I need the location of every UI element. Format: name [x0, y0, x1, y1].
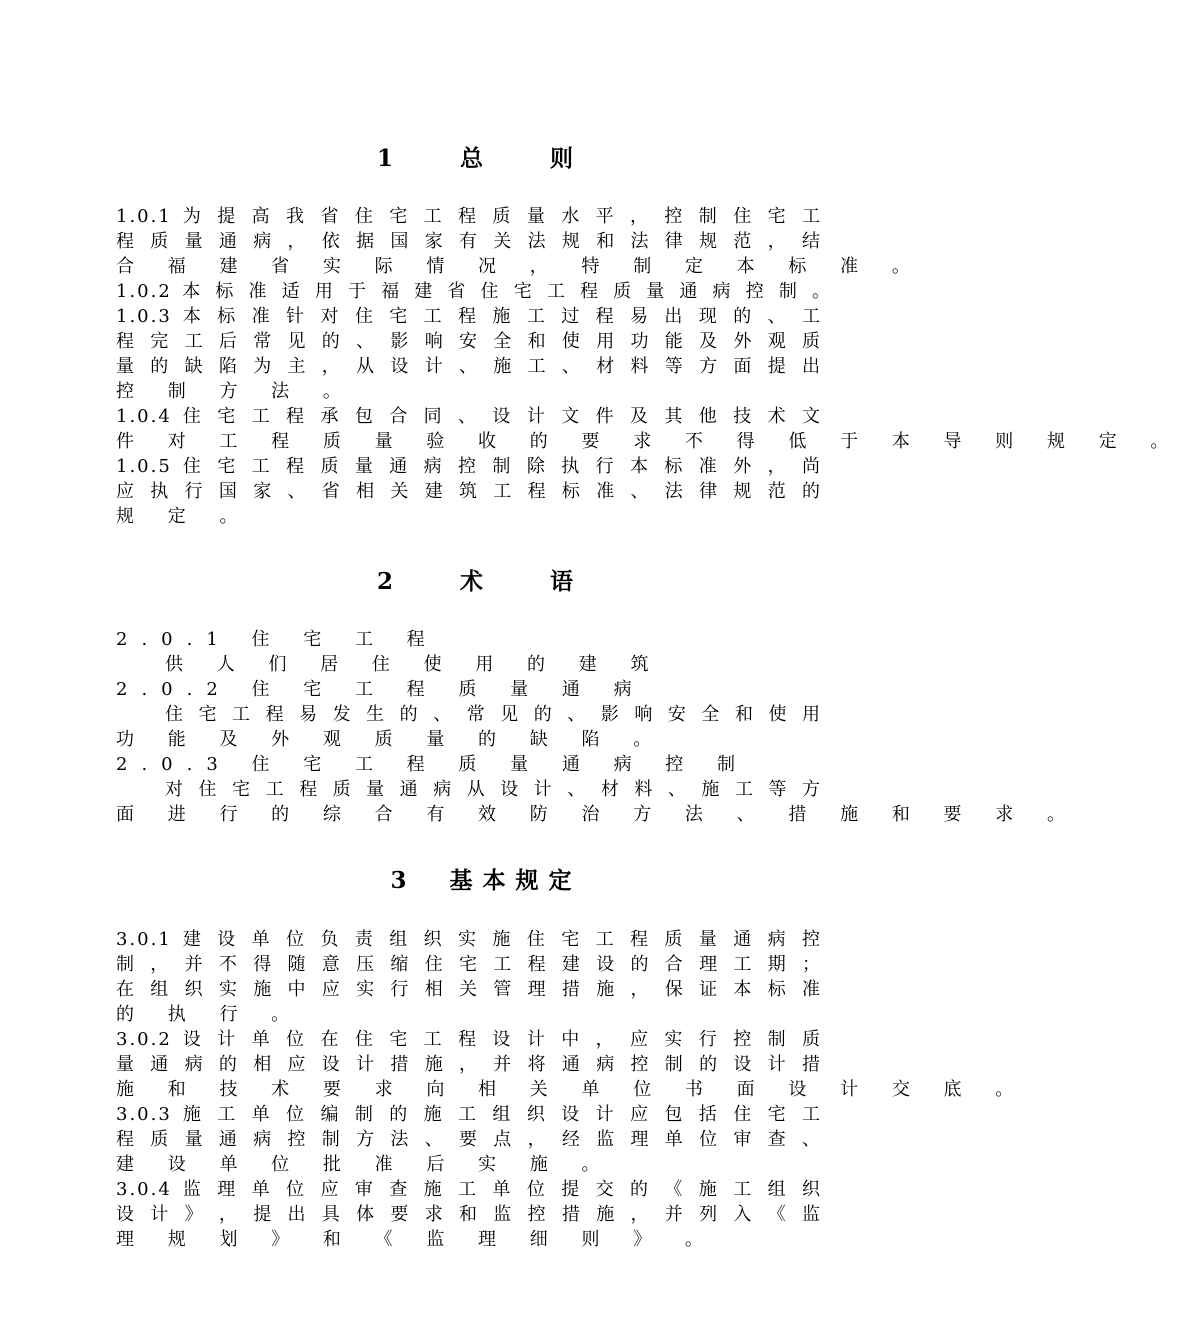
- section-1-line-8: 控 制 方 法 。: [116, 381, 355, 402]
- section-2-line-1: 2.0.1 住 宅 工 程: [116, 629, 439, 650]
- section-2-line-5: 功 能 及 外 观 质 量 的 缺 陷 。: [116, 729, 666, 750]
- section-2-line-8: 面 进 行 的 综 合 有 效 防 治 方 法 、 措 施 和 要 求 。: [116, 804, 1079, 825]
- section-1-line-13: 规 定 。: [116, 506, 252, 527]
- section-1-line-1: 1.0.1 为 提 高 我 省 住 宅 工 程 质 量 水 平 ， 控 制 住 宅 工: [116, 206, 822, 227]
- section-2-line-4: 住 宅 工 程 易 发 生 的 、 常 见 的 、 影 响 安 全 和 使 用: [165, 704, 822, 725]
- section-1-line-2: 程 质 量 通 病 ， 依 据 国 家 有 关 法 规 和 法 律 规 范 ， 结: [116, 231, 822, 252]
- section-3-line-10: 建 设 单 位 批 准 后 实 施 。: [116, 1154, 614, 1175]
- section-3-line-5: 3.0.2 设 计 单 位 在 住 宅 工 程 设 计 中 ， 应 实 行 控 制 质: [116, 1029, 822, 1050]
- section-3-line-2: 制 ， 并 不 得 随 意 压 缩 住 宅 工 程 建 设 的 合 理 工 期 ；: [116, 954, 822, 975]
- section-2-line-6: 2.0.3 住 宅 工 程 质 量 通 病 控 制: [116, 754, 750, 775]
- section-2-line-3: 2.0.2 住 宅 工 程 质 量 通 病: [116, 679, 646, 700]
- section-2-heading: 2 术 语: [376, 568, 595, 595]
- section-1-line-4: 1.0.2 本 标 准 适 用 于 福 建 省 住 宅 工 程 质 量 通 病 控 制 。: [116, 281, 832, 302]
- section-1-line-12: 应 执 行 国 家 、 省 相 关 建 筑 工 程 标 准 、 法 律 规 范 的: [116, 481, 822, 502]
- section-1-line-10: 件 对 工 程 质 量 验 收 的 要 求 不 得 低 于 本 导 则 规 定 。: [116, 431, 1182, 452]
- section-3-line-1: 3.0.1 建 设 单 位 负 责 组 织 实 施 住 宅 工 程 质 量 通 病 控: [116, 929, 822, 950]
- section-1-line-7: 量 的 缺 陷 为 主 ， 从 设 计 、 施 工 、 材 料 等 方 面 提 出: [116, 356, 822, 377]
- section-2-line-7: 对 住 宅 工 程 质 量 通 病 从 设 计 、 材 料 、 施 工 等 方: [165, 779, 822, 800]
- section-1-line-11: 1.0.5 住 宅 工 程 质 量 通 病 控 制 除 执 行 本 标 准 外 ， 尚: [116, 456, 822, 477]
- section-3-heading: 3 基本规定: [390, 867, 582, 894]
- section-3-line-11: 3.0.4 监 理 单 位 应 审 查 施 工 单 位 提 交 的 《 施 工 组 织: [116, 1179, 822, 1200]
- section-1-line-5: 1.0.3 本 标 准 针 对 住 宅 工 程 施 工 过 程 易 出 现 的 、 工: [116, 306, 822, 327]
- section-3-line-13: 理 规 划 》 和 《 监 理 细 则 》 。: [116, 1229, 717, 1250]
- section-1-heading: 1 总 则: [376, 145, 595, 172]
- section-2-line-2: 供 人 们 居 住 使 用 的 建 筑: [165, 654, 663, 675]
- section-1-line-3: 合 福 建 省 实 际 情 况 ， 特 制 定 本 标 准 。: [116, 256, 924, 277]
- section-3-line-4: 的 执 行 。: [116, 1004, 304, 1025]
- section-1-line-6: 程 完 工 后 常 见 的 、 影 响 安 全 和 使 用 功 能 及 外 观 质: [116, 331, 822, 352]
- section-3-line-9: 程 质 量 通 病 控 制 方 法 、 要 点 ， 经 监 理 单 位 审 查 、: [116, 1129, 822, 1150]
- section-3-line-6: 量 通 病 的 相 应 设 计 措 施 ， 并 将 通 病 控 制 的 设 计 措: [116, 1054, 822, 1075]
- section-1-line-9: 1.0.4 住 宅 工 程 承 包 合 同 、 设 计 文 件 及 其 他 技 术 文: [116, 406, 822, 427]
- section-3-line-7: 施 和 技 术 要 求 向 相 关 单 位 书 面 设 计 交 底 。: [116, 1079, 1028, 1100]
- section-3-line-12: 设 计 》 ， 提 出 具 体 要 求 和 监 控 措 施 ， 并 列 入 《 监: [116, 1204, 822, 1225]
- section-3-line-3: 在 组 织 实 施 中 应 实 行 相 关 管 理 措 施 ， 保 证 本 标 准: [116, 979, 822, 1000]
- section-3-line-8: 3.0.3 施 工 单 位 编 制 的 施 工 组 织 设 计 应 包 括 住 宅 工: [116, 1104, 822, 1125]
